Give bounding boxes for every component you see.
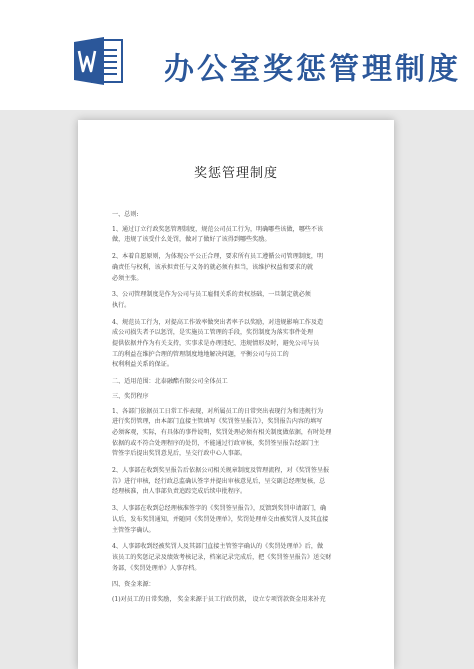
paragraph: 3、人事部在收到总经理核准签字的《奖罚签呈报告》，反馈到奖罚申请部门，确 认后，发布奖罚通知，并随同《奖罚处理单》，奖罚处理单交由被奖罚人及其直接 主管签字确认。 [112, 505, 329, 534]
paragraph: 1、通过订立行政奖惩管理制度，规范公司员工行为，明确哪些该做，哪些不该 做，违规了该受什么处罚，做对了做好了该得到哪些奖励。 [112, 225, 324, 244]
paragraph: 2、人事部在收到奖呈报告后依据公司相关规章制度及管理流程，对《奖罚签呈报 告》进行审核，经行政总监确认签字并提出审核意见后，呈交副总经理复核，总 经理核准，由人事部负责追踪完成后续申批程序。 [112, 467, 330, 496]
section-heading-funding: 四、资金来源： [112, 581, 155, 589]
document-title: 奖惩管理制度 [193, 166, 278, 181]
header-title: 办公室奖惩管理制度 [164, 52, 461, 87]
section-heading-general: 一、总则: [112, 211, 139, 218]
word-document-icon [72, 34, 126, 88]
section-heading-scope: 二、适用范围：北泰融酯有限公司全体员工 [112, 378, 228, 386]
paragraph: 4、人事部收到经被奖罚人及其部门直接主管签字确认的《奖罚处理单》后，做 该员工的奖惩记录及绩效考核记录，档案记录完成后，把《奖罚签呈报告》送交财 务部，《奖罚处理单》人事存档。 [112, 543, 332, 572]
paragraph: 2、本着自愿原则，为体现公平公正合理，要求所有员工遵循公司管理制度，明 确责任与权利，该承担责任与义务的就必须有担当，该维护权益和要求的就 必须主张。 [112, 253, 324, 282]
document-page [78, 120, 394, 669]
section-heading-procedure: 三、奖罚程序 [112, 392, 149, 400]
document-body [112, 210, 364, 612]
page-header [0, 0, 474, 110]
paragraph: 3、公司管理制度是作为公司与员工雇佣关系的责权基础，一旦制定就必须 执行。 [112, 291, 311, 309]
paragraph: 4、规范员工行为，对提高工作效率做突出者率予以奖励，对违规影响工作及造 成公司损失者予以惩罚，是实施员工管理的手段，奖罚制度为落实事件处理 提供依据并作为有关支持，实事求是办理违纪、违规情形及时，避免公司与员 工的利益在维护合理的管理制度地地解决问题，平衡公司与员工的 权利利益关系的保证。 [112, 318, 324, 369]
paragraph: 1、各部门依据员工日常工作表现，对所属员工的日常突出表现行为和违规行为 进行奖罚管理，由本部门直接主管填写《奖罚签呈报告》，奖罚报告内容的填写 必须客观，实际，有具体的事件说明，奖罚处理必须有相关制度做依据，有时处理 依据的或不符合处理程序的处罚，不能通过行政审核，奖罚签呈报告经部门主 管签字后提出奖罚意见后，呈交行政中心人事部。 [112, 407, 332, 458]
paragraph: (1)对员工的日常奖励， 奖金来源于员工行政罚款， 设立专项罚款资金用来补充 [112, 596, 326, 604]
